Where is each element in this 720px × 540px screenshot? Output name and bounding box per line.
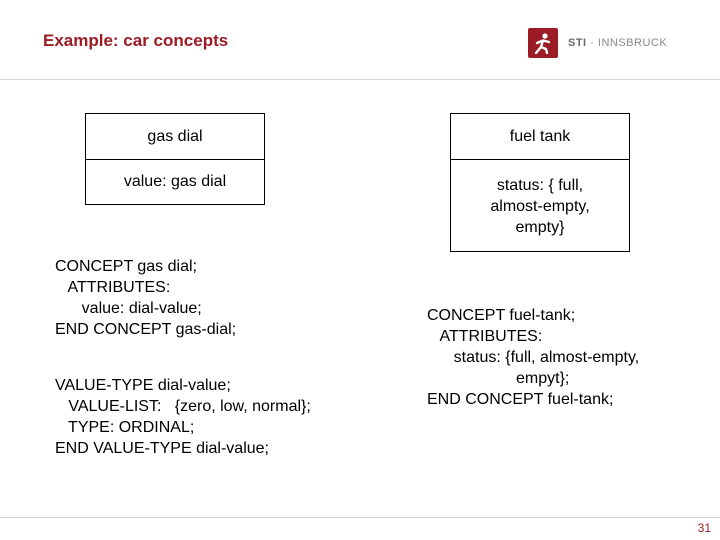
page-number: 31 <box>697 521 711 535</box>
sti-logo-icon <box>528 28 558 58</box>
logo-place: INNSBRUCK <box>597 37 668 49</box>
code-line: TYPE: ORDINAL; <box>55 419 195 436</box>
code-line: END VALUE-TYPE dial-value; <box>55 440 269 457</box>
gas-dial-attribute: value: gas dial <box>123 173 227 190</box>
code-line: END CONCEPT gas-dial; <box>55 321 237 338</box>
code-line: value: dial-value; <box>55 300 202 317</box>
fuel-tank-attribute-line: empty} <box>515 218 565 236</box>
gas-dial-concept-code <box>55 256 236 340</box>
fuel-tank-attribute <box>451 160 629 252</box>
code-line: VALUE-LIST: {zero, low, normal}; <box>55 398 311 415</box>
fuel-tank-concept-code <box>427 305 639 410</box>
slide-title: Example: car concepts <box>43 31 229 50</box>
dial-value-type-code <box>55 375 311 459</box>
fuel-tank-class-box <box>450 113 630 252</box>
code-line: ATTRIBUTES: <box>427 328 543 345</box>
fuel-tank-attribute-line: status: { full, <box>496 176 584 194</box>
code-line: empyt}; <box>516 370 570 387</box>
logo-separator: · <box>586 37 598 49</box>
sti-innsbruck-logo <box>528 28 667 58</box>
code-line: status: {full, almost-empty, <box>427 349 640 366</box>
logo-brand: STI <box>568 37 587 49</box>
fuel-tank-attribute-line: almost-empty, <box>490 197 590 215</box>
code-line: CONCEPT gas dial; <box>55 258 197 275</box>
gas-dial-class-name: gas dial <box>86 114 264 160</box>
logo-wordmark <box>568 37 667 49</box>
footer-divider <box>0 517 720 518</box>
code-line: ATTRIBUTES: <box>55 279 171 296</box>
fuel-tank-class-name: fuel tank <box>451 114 629 160</box>
code-line: END CONCEPT fuel-tank; <box>427 391 614 408</box>
code-line: VALUE-TYPE dial-value; <box>55 377 231 394</box>
code-line: CONCEPT fuel-tank; <box>427 307 576 324</box>
gas-dial-class-box <box>85 113 265 205</box>
header-divider <box>0 79 720 80</box>
